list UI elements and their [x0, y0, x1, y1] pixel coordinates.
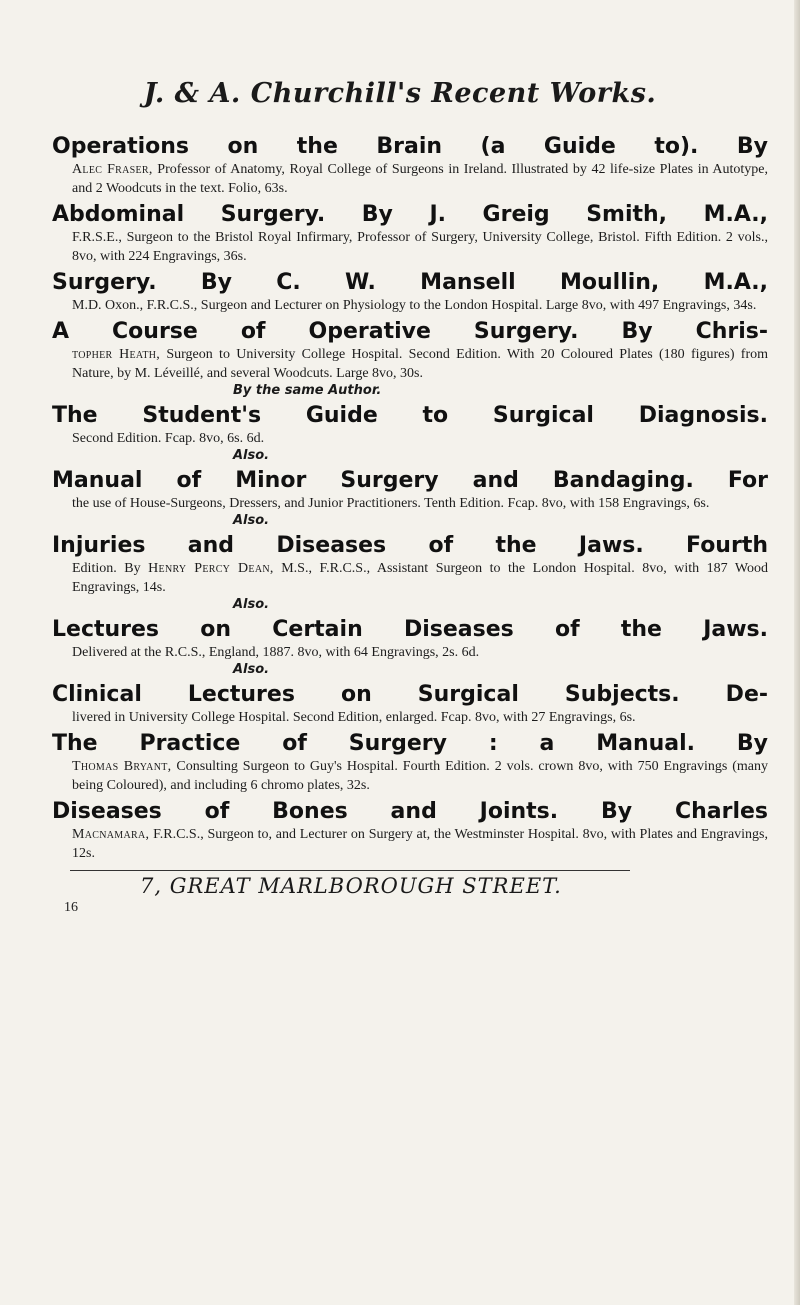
entry-description: Thomas Bryant, Consulting Surgeon to Guy's Hospital. Fourth Edition. 2 vols. crown 8vo, with 750 Engravings (many being Coloured), and including 6 chromo plates, 32s. — [72, 759, 768, 793]
entry-title: Abdominal Surgery. By J. Greig Smith, M.A., — [52, 202, 768, 227]
also-note: Also. — [233, 597, 270, 612]
catalogue-entry — [52, 730, 768, 795]
entry-title: Surgery. By C. W. Mansell Moullin, M.A., — [52, 270, 768, 295]
catalogue-entry — [52, 402, 768, 464]
footer-rule — [70, 870, 630, 871]
entry-description: Delivered at the R.C.S., England, 1887. 8vo, with 64 Engravings, 2s. 6d. — [72, 645, 480, 660]
entry-title: Operations on the Brain (a Guide to). By — [52, 134, 768, 159]
catalogue-entry — [52, 318, 768, 399]
catalogue-entry — [52, 798, 768, 863]
entry-title: The Student's Guide to Surgical Diagnosis. — [52, 403, 768, 428]
entry-title: Injuries and Diseases of the Jaws. Fourth — [52, 533, 768, 558]
publisher-address: 7, GREAT MARLBOROUGH STREET. — [140, 874, 562, 898]
catalogue-entry — [52, 269, 768, 315]
page-number: 16 — [64, 900, 78, 915]
entry-title: Diseases of Bones and Joints. By Charles — [52, 799, 768, 824]
catalogue-entry — [52, 532, 768, 613]
also-note: By the same Author. — [233, 383, 382, 398]
entry-description: F.R.S.E., Surgeon to the Bristol Royal Infirmary, Professor of Surgery, University College, Bristol. Fifth Edition. 2 vols., 8vo, with 224 Engravings, 36s. — [72, 230, 768, 264]
entry-description: the use of House-Surgeons, Dressers, and Junior Practitioners. Tenth Edition. Fcap. 8vo, with 158 Engravings, 6s. — [72, 496, 710, 511]
catalogue-entry — [52, 616, 768, 678]
entry-title: Manual of Minor Surgery and Bandaging. For — [52, 468, 768, 493]
entry-description: livered in University College Hospital. Second Edition, enlarged. Fcap. 8vo, with 27 Engravings, 6s. — [72, 710, 636, 725]
page-edge-shadow — [794, 0, 800, 1305]
catalogue-entry — [52, 133, 768, 198]
entry-description: M.D. Oxon., F.R.C.S., Surgeon and Lecturer on Physiology to the London Hospital. Large 8vo, with 497 Engravings, 34s. — [72, 298, 757, 313]
entry-description: topher Heath, Surgeon to University College Hospital. Second Edition. With 20 Coloured Plates (180 figures) from Nature, by M. Léveillé, and several Woodcuts. Large 8vo, 30s. — [72, 347, 769, 381]
also-note: Also. — [233, 513, 270, 528]
entry-description: Second Edition. Fcap. 8vo, 6s. 6d. — [72, 431, 265, 446]
catalogue-entry — [52, 681, 768, 727]
entry-title: Lectures on Certain Diseases of the Jaws. — [52, 617, 768, 642]
entry-description: Macnamara, F.R.C.S., Surgeon to, and Lecturer on Surgery at, the Westminster Hospital. 8vo, with Plates and Engravings, 12s. — [72, 827, 768, 861]
page-header: J. & A. Churchill's Recent Works. — [143, 78, 657, 109]
entry-description: Alec Fraser, Professor of Anatomy, Royal College of Surgeons in Ireland. Illustrated by 42 life-size Plates in Autotype, and 2 Woodcuts in the text. Folio, 63s. — [72, 162, 769, 196]
entry-title: Clinical Lectures on Surgical Subjects. De- — [52, 682, 768, 707]
catalogue-entry — [52, 201, 768, 266]
catalogue-entry — [52, 467, 768, 529]
entry-description: Edition. By Henry Percy Dean, M.S., F.R.C.S., Assistant Surgeon to the London Hospital. 8vo, with 187 Wood Engravings, 14s. — [72, 561, 769, 595]
catalogue-entries — [52, 133, 768, 866]
also-note: Also. — [233, 662, 270, 677]
entry-title: The Practice of Surgery : a Manual. By — [52, 731, 768, 756]
also-note: Also. — [233, 448, 270, 463]
entry-title: A Course of Operative Surgery. By Chris- — [52, 319, 768, 344]
